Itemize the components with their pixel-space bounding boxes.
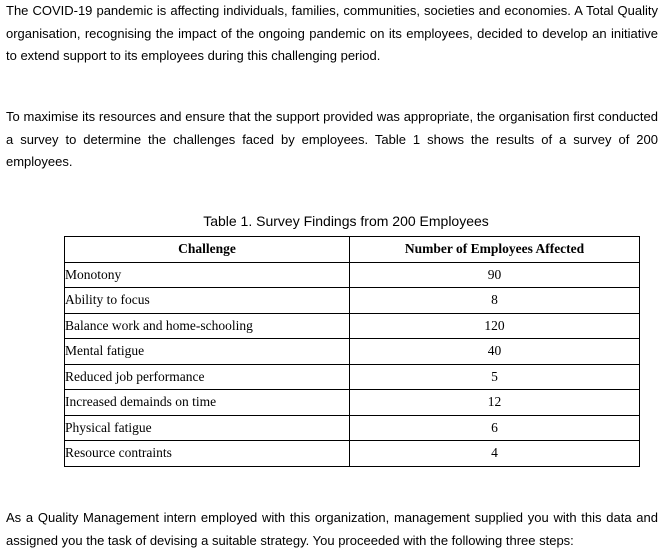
- challenge-cell: Ability to focus: [65, 288, 350, 314]
- table-row: [65, 288, 640, 314]
- table-row: [65, 441, 640, 467]
- count-cell: 120: [350, 313, 640, 339]
- table-row: [65, 390, 640, 416]
- table-row: [65, 313, 640, 339]
- survey-table: [64, 236, 640, 467]
- challenge-cell: Physical fatigue: [65, 415, 350, 441]
- challenge-cell: Balance work and home-schooling: [65, 313, 350, 339]
- table-caption: Table 1. Survey Findings from 200 Employees: [203, 213, 489, 229]
- count-cell: 90: [350, 262, 640, 288]
- intro-paragraph: The COVID-19 pandemic is affecting individuals, families, communities, societies and economies. A Total Quality organisation, recognising the impact of the ongoing pandemic on its employees, decided to develop an initiative to extend support to its employees during this challenging period.: [6, 3, 658, 63]
- count-cell: 6: [350, 415, 640, 441]
- challenge-cell: Mental fatigue: [65, 339, 350, 365]
- challenge-cell: Reduced job performance: [65, 364, 350, 390]
- count-cell: 40: [350, 339, 640, 365]
- table-row: [65, 364, 640, 390]
- challenge-cell: Increased demainds on time: [65, 390, 350, 416]
- table-row: [65, 339, 640, 365]
- table-header-row: [65, 237, 640, 263]
- challenge-cell: Resource contraints: [65, 441, 350, 467]
- count-cell: 4: [350, 441, 640, 467]
- table-row: [65, 415, 640, 441]
- header-challenge: Challenge: [65, 237, 350, 263]
- count-cell: 12: [350, 390, 640, 416]
- survey-paragraph: To maximise its resources and ensure that the support provided was appropriate, the organisation first conducted a survey to determine the challenges faced by employees. Table 1 shows the results of a survey of 200 employees.: [6, 109, 658, 169]
- count-cell: 5: [350, 364, 640, 390]
- table-row: [65, 262, 640, 288]
- challenge-cell: Monotony: [65, 262, 350, 288]
- header-count: Number of Employees Affected: [350, 237, 640, 263]
- count-cell: 8: [350, 288, 640, 314]
- task-paragraph: As a Quality Management intern employed with this organization, management supplied you with this data and assigned you the task of devising a suitable strategy. You proceeded with the following three steps:: [6, 510, 658, 548]
